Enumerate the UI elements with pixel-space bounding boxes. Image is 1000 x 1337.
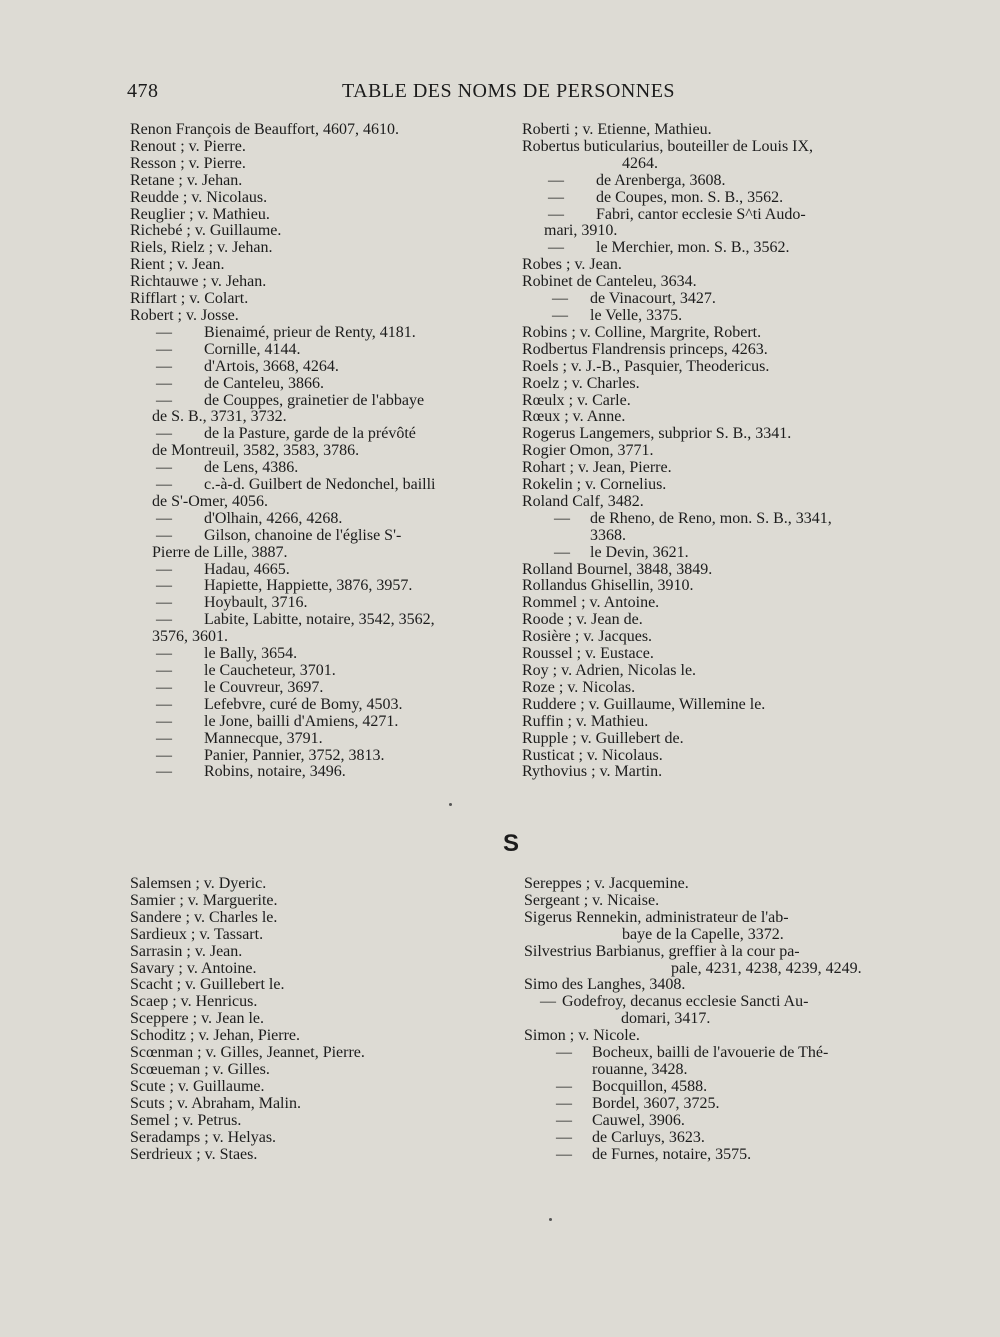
index-entry-continuation: pale, 4231, 4238, 4239, 4249. (671, 959, 862, 977)
index-subentry (130, 731, 502, 748)
subentry-text: Bordel, 3607, 3725. (592, 1094, 720, 1112)
subentry-text: Gilson, chanoine de l'église S'- (204, 526, 402, 544)
index-entry: Resson ; v. Pierre. (130, 154, 246, 172)
index-entry: Roode ; v. Jean de. (522, 611, 643, 629)
subentry-text: le Merchier, mon. S. B., 3562. (596, 239, 790, 257)
subentry-text: de Vinacourt, 3427. (590, 290, 716, 308)
subentry-dash: — (540, 993, 556, 1011)
subentry-dash: — (156, 678, 172, 696)
index-entry: Sandere ; v. Charles le. (130, 908, 278, 926)
left-column-r-entries (130, 122, 502, 781)
subentry-dash: — (556, 1145, 572, 1163)
index-subentry (130, 764, 502, 781)
subentry-dash: — (156, 695, 172, 713)
index-subentry (130, 646, 502, 663)
index-entry: Rolland Bournel, 3848, 3849. (522, 560, 713, 578)
index-entry: Sarrasin ; v. Jean. (130, 942, 243, 960)
index-subentry (130, 528, 502, 545)
subentry-text: de Furnes, notaire, 3575. (592, 1145, 752, 1163)
index-subentry (130, 376, 502, 393)
subentry-text: Cornille, 4144. (204, 340, 301, 358)
right-entries-end (522, 562, 894, 782)
index-subentry (130, 748, 502, 765)
index-subentry (524, 1079, 896, 1096)
subentry-dash: — (156, 357, 172, 375)
roland-subentries (522, 511, 894, 562)
subentry-text: Fabri, cantor ecclesie S^ti Audo- (596, 205, 806, 223)
index-subentry (130, 359, 502, 376)
index-entry: Serdrieux ; v. Staes. (130, 1145, 258, 1163)
index-subentry (130, 477, 502, 494)
index-entry: Scuts ; v. Abraham, Malin. (130, 1094, 301, 1112)
subentry-text: Bocquillon, 4588. (592, 1077, 708, 1095)
subentry-continuation: de Montreuil, 3582, 3583, 3786. (152, 442, 360, 460)
index-entry: Reuglier ; v. Mathieu. (130, 205, 270, 223)
subentry-text: Robins, notaire, 3496. (204, 763, 346, 781)
subentry-text: Mannecque, 3791. (204, 729, 323, 747)
index-entry: Rogerus Langemers, subprior S. B., 3341. (522, 425, 792, 443)
index-subentry (130, 680, 502, 697)
index-subentry (130, 714, 502, 731)
subentry-dash: — (556, 1094, 572, 1112)
subentry-dash: — (552, 290, 568, 308)
subentry-text: de Carluys, 3623. (592, 1128, 705, 1146)
index-entry: Simo des Langhes, 3408. (524, 976, 686, 994)
subentry-text: de la Pasture, garde de la prévôté (204, 425, 416, 443)
subentry-dash: — (156, 391, 172, 409)
index-entry: Rokelin ; v. Cornelius. (522, 476, 667, 494)
index-entry: Renon François de Beauffort, 4607, 4610. (130, 121, 399, 138)
index-entry: Roze ; v. Nicolas. (522, 678, 636, 696)
subentry-text: de Couppes, grainetier de l'abbaye (204, 391, 425, 409)
index-subentry (522, 545, 894, 562)
subentry-dash: — (156, 577, 172, 595)
index-entry: Rollandus Ghisellin, 3910. (522, 577, 694, 595)
subentry-text: Hoybault, 3716. (204, 594, 308, 612)
subentry-dash: — (156, 526, 172, 544)
index-entry: Roberti ; v. Etienne, Mathieu. (522, 121, 712, 138)
index-entry: Roelz ; v. Charles. (522, 374, 640, 392)
index-entry: Rosière ; v. Jacques. (522, 628, 653, 646)
index-entry: Rusticat ; v. Nicolaus. (522, 746, 663, 764)
right-column-r-entries (522, 122, 894, 781)
subentry-text: le Jone, bailli d'Amiens, 4271. (204, 712, 399, 730)
index-subentry (524, 1130, 896, 1147)
index-subentry (130, 595, 502, 612)
subentry-text: Hapiette, Happiette, 3876, 3957. (204, 577, 413, 595)
index-subentry (130, 697, 502, 714)
subentry-text: Godefroy, decanus ecclesie Sancti Au- (562, 993, 809, 1011)
index-subentry (522, 190, 894, 207)
index-subentry (522, 240, 894, 257)
index-entry: Robinet de Canteleu, 3634. (522, 273, 697, 291)
index-entry: Rodbertus Flandrensis princeps, 4263. (522, 340, 768, 358)
index-subentry (130, 325, 502, 342)
subentry-dash: — (156, 746, 172, 764)
subentry-dash: — (156, 712, 172, 730)
subentry-text: de Arenberga, 3608. (596, 171, 726, 189)
index-entry-continuation: baye de la Capelle, 3372. (622, 925, 784, 943)
index-entry: Robins ; v. Colline, Margrite, Robert. (522, 323, 762, 341)
subentry-continuation: de S'-Omer, 4056. (152, 492, 268, 510)
subentry-text: c.-à-d. Guilbert de Nedonchel, bailli (204, 476, 436, 494)
subentry-dash: — (156, 763, 172, 781)
subentry-dash: — (548, 188, 564, 206)
subentry-text: d'Olhain, 4266, 4268. (204, 509, 343, 527)
subentry-text: le Bally, 3654. (204, 645, 298, 663)
index-entry: Simon ; v. Nicole. (524, 1027, 640, 1045)
index-entry: Richebé ; v. Guillaume. (130, 222, 282, 240)
index-subentry (524, 1147, 896, 1164)
subentry-text: Labite, Labitte, notaire, 3542, 3562, (204, 611, 435, 629)
subentry-dash: — (156, 374, 172, 392)
index-subentry (522, 173, 894, 190)
subentry-dash: — (156, 729, 172, 747)
subentry-text: Cauwel, 3906. (592, 1111, 685, 1129)
index-entry: Reudde ; v. Nicolaus. (130, 188, 268, 206)
index-entry: Robert ; v. Josse. (130, 306, 239, 324)
subentry-dash: — (156, 459, 172, 477)
subentry-dash: — (556, 1077, 572, 1095)
index-entry: Samier ; v. Marguerite. (130, 891, 278, 909)
index-subentry (130, 663, 502, 680)
robert-subentries (130, 325, 502, 781)
index-subentry (130, 460, 502, 477)
index-entry: Sardieux ; v. Tassart. (130, 925, 264, 943)
index-subentry (522, 511, 894, 528)
index-entry-continuation: domari, 3417. (621, 1010, 711, 1028)
index-entry: Rœulx ; v. Carle. (522, 391, 631, 409)
right-column-s-entries (524, 876, 896, 1163)
subentry-continuation: Pierre de Lille, 3887. (152, 543, 288, 561)
subentry-dash: — (156, 662, 172, 679)
index-entry-continuation: 4264. (622, 154, 658, 172)
index-entry: Sigerus Rennekin, administrateur de l'ab- (524, 908, 789, 926)
index-entry: Seradamps ; v. Helyas. (130, 1128, 277, 1146)
index-entry: Ruffin ; v. Mathieu. (522, 712, 649, 730)
subentry-dash: — (552, 306, 568, 324)
index-entry: Rupple ; v. Guillebert de. (522, 729, 684, 747)
index-subentry (524, 994, 896, 1011)
simon-subentries (524, 1045, 896, 1163)
subentry-text: de Rheno, de Reno, mon. S. B., 3341, (590, 509, 832, 527)
index-entry: Rogier Omon, 3771. (522, 442, 654, 460)
index-entry: Sergeant ; v. Nicaise. (524, 891, 660, 909)
index-entry: Robertus buticularius, bouteiller de Louis IX, (522, 137, 814, 155)
subentry-dash: — (554, 543, 570, 561)
index-entry: Roussel ; v. Eustace. (522, 645, 654, 663)
index-subentry (130, 426, 502, 443)
index-subentry (524, 1096, 896, 1113)
page-header (127, 80, 887, 110)
subentry-continuation: de S. B., 3731, 3732. (152, 408, 287, 426)
subentry-dash: — (156, 611, 172, 629)
subentry-dash: — (156, 594, 172, 612)
index-subentry (130, 612, 502, 629)
subentry-text: de Lens, 4386. (204, 459, 299, 477)
subentry-dash: — (548, 205, 564, 223)
index-entry: Renout ; v. Pierre. (130, 137, 246, 155)
index-entry: Silvestrius Barbianus, greffier à la cour pa- (524, 942, 800, 960)
subentry-text: Lefebvre, curé de Bomy, 4503. (204, 695, 403, 713)
subentry-text: le Velle, 3375. (590, 306, 683, 324)
subentry-text: d'Artois, 3668, 4264. (204, 357, 339, 375)
index-entry: Scœueman ; v. Gilles. (130, 1060, 270, 1078)
running-head: TABLE DES NOMS DE PERSONNES (342, 80, 676, 102)
index-subentry (524, 1113, 896, 1130)
index-subentry (130, 511, 502, 528)
subentry-dash: — (156, 645, 172, 663)
index-entry: Sceppere ; v. Jean le. (130, 1010, 265, 1028)
subentry-dash: — (554, 509, 570, 527)
subentry-text: Bienaimé, prieur de Renty, 4181. (204, 323, 416, 341)
index-entry: Rifflart ; v. Colart. (130, 290, 249, 308)
index-entry: Savary ; v. Antoine. (130, 959, 257, 977)
subentry-dash: — (556, 1044, 572, 1062)
index-entry: Robes ; v. Jean. (522, 256, 622, 274)
subentry-continuation: 3576, 3601. (152, 628, 228, 646)
subentry-dash: — (556, 1111, 572, 1129)
paper-speck (549, 1218, 552, 1221)
index-entry: Scaep ; v. Henricus. (130, 993, 258, 1011)
page-number: 478 (127, 80, 159, 102)
index-entry: Schoditz ; v. Jehan, Pierre. (130, 1027, 301, 1045)
index-subentry (522, 291, 894, 308)
subentry-continuation: 3368. (590, 526, 626, 544)
index-entry: Roy ; v. Adrien, Nicolas le. (522, 662, 697, 679)
left-column-s-entries (130, 876, 502, 1163)
subentry-text: le Devin, 3621. (590, 543, 689, 561)
index-entry: Scute ; v. Guillaume. (130, 1077, 265, 1095)
index-entry: Rythovius ; v. Martin. (522, 763, 663, 781)
index-entry: Rohart ; v. Jean, Pierre. (522, 459, 672, 477)
subentry-text: Panier, Pannier, 3752, 3813. (204, 746, 385, 764)
subentry-dash: — (156, 476, 172, 494)
s-entries-right-top (524, 876, 896, 910)
right-entries-mid (522, 325, 894, 511)
index-entry: Rœux ; v. Anne. (522, 408, 626, 426)
subentry-text: Bocheux, bailli de l'avouerie de Thé- (592, 1044, 829, 1062)
subentry-text: de Coupes, mon. S. B., 3562. (596, 188, 784, 206)
subentry-dash: — (156, 340, 172, 358)
subentry-dash: — (548, 171, 564, 189)
index-entry: Richtauwe ; v. Jehan. (130, 273, 267, 291)
subentry-continuation: rouanne, 3428. (592, 1060, 688, 1078)
index-subentry (130, 342, 502, 359)
index-entry: Rommel ; v. Antoine. (522, 594, 660, 612)
subentry-dash: — (556, 1128, 572, 1146)
index-subentry (130, 393, 502, 410)
index-subentry (130, 578, 502, 595)
index-entry: Retane ; v. Jehan. (130, 171, 243, 189)
subentry-dash: — (156, 323, 172, 341)
index-subentry (130, 562, 502, 579)
index-entry: Riels, Rielz ; v. Jehan. (130, 239, 273, 257)
index-entry: Roland Calf, 3482. (522, 492, 644, 510)
index-subentry (522, 207, 894, 224)
robertus-subentries (522, 173, 894, 258)
index-entry: Ruddere ; v. Guillaume, Willemine le. (522, 695, 766, 713)
index-subentry (524, 1045, 896, 1062)
index-entry: Scacht ; v. Guillebert le. (130, 976, 285, 994)
subentry-dash: — (156, 560, 172, 578)
index-entry: Salemsen ; v. Dyeric. (130, 875, 267, 892)
subentry-text: le Caucheteur, 3701. (204, 662, 336, 679)
subentry-dash: — (548, 239, 564, 257)
index-entry: Semel ; v. Petrus. (130, 1111, 242, 1129)
paper-speck (449, 803, 452, 806)
subentry-text: le Couvreur, 3697. (204, 678, 324, 696)
index-entry: Scœnman ; v. Gilles, Jeannet, Pierre. (130, 1044, 365, 1062)
section-letter: S (503, 830, 520, 857)
subentry-dash: — (156, 425, 172, 443)
index-entry: Sereppes ; v. Jacquemine. (524, 875, 689, 892)
index-entry: Rient ; v. Jean. (130, 256, 225, 274)
subentry-dash: — (156, 509, 172, 527)
subentry-text: Hadau, 4665. (204, 560, 290, 578)
robinet-subentries (522, 291, 894, 325)
s-entries-left (130, 876, 502, 1163)
index-entry: Roels ; v. J.-B., Pasquier, Theodericus. (522, 357, 770, 375)
subentry-text: de Canteleu, 3866. (204, 374, 324, 392)
subentry-continuation: mari, 3910. (544, 222, 618, 240)
index-subentry (522, 308, 894, 325)
